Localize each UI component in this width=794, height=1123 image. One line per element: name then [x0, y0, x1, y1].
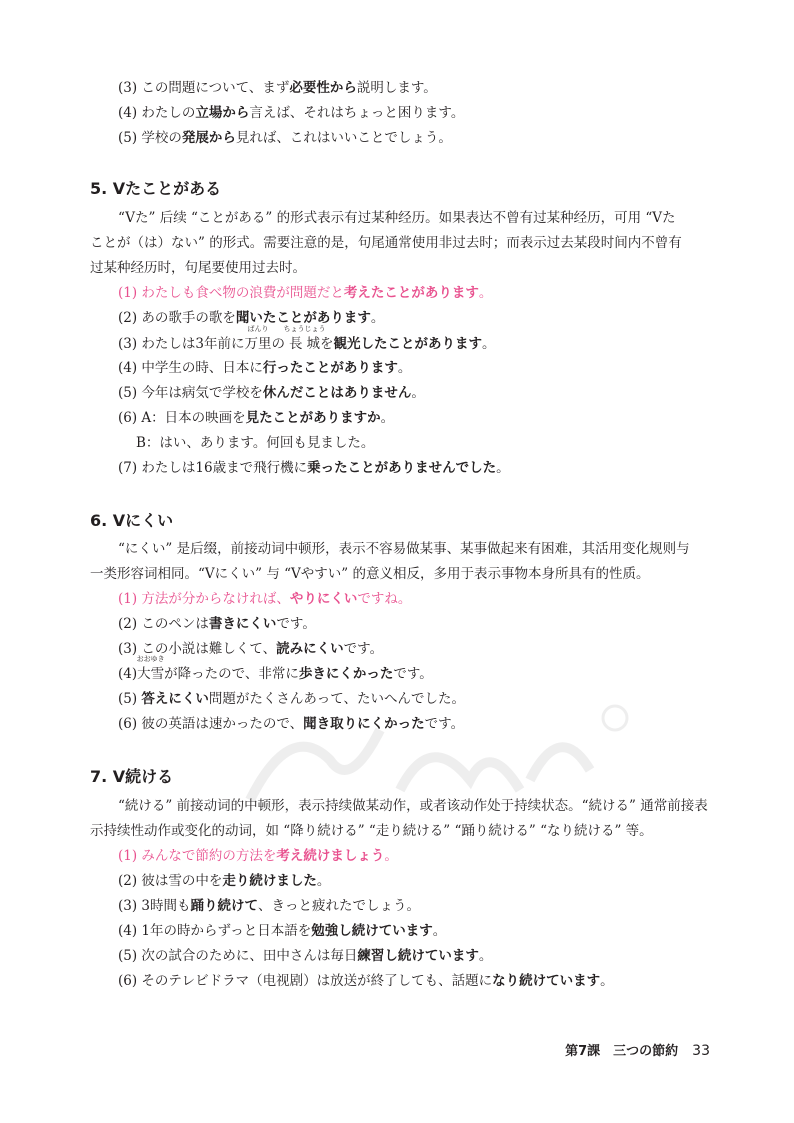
page-number: 33 [692, 1043, 710, 1059]
example-line: (5) 次の試合のために、田中さんは毎日練習し続けています。 [118, 948, 493, 964]
highlighted-example: (1) みんなで節約の方法を考え続けましょう。 [118, 848, 398, 864]
example-line: (3) 3時間も踊り続けて、きっと疲れたでしょう。 [118, 898, 421, 914]
example-line: B：はい、あります。何回も見ました。 [136, 435, 375, 451]
example-line: (4) わたしの立場から言えば、それはちょっと困ります。 [118, 105, 465, 121]
explanation-line: 示持续性动作或变化的动词，如 “降り続ける” “走り続ける” “踊り続ける” “なり続ける” 等。 [90, 823, 653, 839]
example-line: (6) そのテレビドラマ（电视剧）は放送が終了しても、話題になり続けています。 [118, 973, 614, 989]
ruby-word: おおゆき 大雪 [136, 655, 165, 682]
section-heading: 5. Vたことがある [90, 179, 222, 198]
section-heading: 6. Vにくい [90, 511, 174, 530]
explanation-line: 一类形容词相同。“Vにくい” 与 “Vやすい” 的意义相反，多用于表示事物本身所具有的性质。 [90, 566, 650, 582]
example-line: (2) 彼は雪の中を走り続けました。 [118, 873, 331, 889]
example-line: (4) 1年の時からずっと日本語を勉強し続けています。 [118, 923, 447, 939]
example-line: (4) 中学生の時、日本に行ったことがあります。 [118, 360, 412, 376]
ruby-word: ちょうじょう 長 城 [283, 325, 326, 352]
example-line: (3) この小説は難しくて、読みにくいです。 [118, 641, 384, 657]
example-line: (7) わたしは16歳まで飛行機に乗ったことがありませんでした。 [118, 460, 510, 476]
ruby-word: ばんり 万里 [244, 325, 272, 352]
example-line: (5) 答えにくい問題がたくさんあって、たいへんでした。 [118, 691, 466, 707]
example-line: (5) 今年は病気で学校を休んだことはありません。 [118, 385, 425, 401]
explanation-line: “にくい” 是后缀，前接动词中顿形，表示不容易做某事、某事做起来有困难，其活用变化规则与 [118, 541, 690, 557]
chapter-title: 第7課 三つの節約 [565, 1044, 679, 1059]
explanation-line: ことが（は）ない” 的形式。需要注意的是，句尾通常使用非过去时；而表示过去某段时间内不曾有 [90, 235, 682, 251]
explanation-line: 过某种经历时，句尾要使用过去时。 [90, 260, 306, 276]
example-line: (3) わたしは3年前に ばんり 万里の ちょうじょう 長 城を観光したことがあります。 [118, 325, 496, 352]
example-line: (6) 彼の英語は速かったので、聞き取りにくかったです。 [118, 716, 465, 732]
example-line: (5) 学校の発展から見れば、これはいいことでしょう。 [118, 130, 452, 146]
example-line: (2) このペンは書きにくいです。 [118, 616, 316, 632]
example-line: (4) おおゆき 大雪が降ったので、非常に歩きにくかったです。 [118, 655, 433, 682]
explanation-line: “Vた” 后续 “ことがある” 的形式表示有过某种经历。如果表达不曾有过某种经历，可用 “Vた [118, 210, 676, 226]
section-heading: 7. V続ける [90, 767, 174, 786]
example-line: (3) この問題について、まず必要性から説明します。 [118, 80, 437, 96]
explanation-line: “続ける” 前接动词的中顿形，表示持续做某动作，或者该动作处于持续状态。“続ける” 通常前接表 [118, 798, 708, 814]
highlighted-example: (1) 方法が分からなければ、やりにくいですね。 [118, 591, 412, 607]
example-line: (2) あの歌手の歌を聞いたことがあります。 [118, 310, 385, 326]
highlighted-example: (1) わたしも食べ物の浪費が問題だと考えたことがあります。 [118, 285, 493, 301]
example-line: (6) A：日本の映画を見たことがありますか。 [118, 410, 395, 426]
page-footer [565, 1040, 710, 1059]
